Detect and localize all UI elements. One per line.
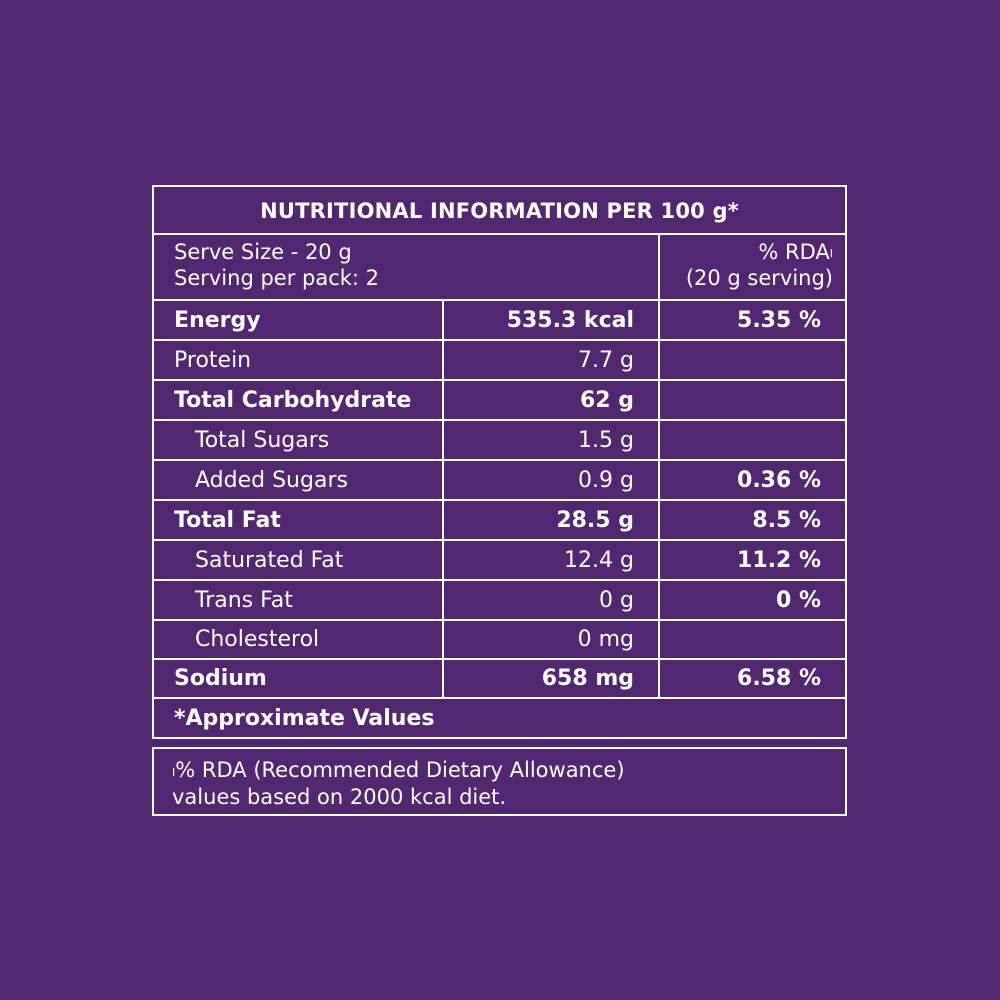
rda-header-label: % RDA [758, 240, 830, 264]
nutrient-name: Total Sugars [195, 427, 330, 453]
header-divider [658, 233, 660, 299]
nutrient-rda: 0 % [775, 587, 821, 613]
table-row-trans-fat [154, 581, 845, 621]
table-row-total-fat [154, 501, 845, 541]
column-divider-value [442, 301, 444, 699]
nutrient-name: Protein [174, 347, 252, 373]
nutrient-value: 658 mg [541, 666, 634, 691]
nutrient-rda: 0.36 % [737, 467, 821, 493]
table-row-cholesterol [154, 621, 845, 660]
footnote-mark: I [172, 766, 176, 779]
table-header-row [154, 233, 845, 301]
table-row-added-sugars [154, 461, 845, 501]
nutrient-name: Trans Fat [195, 587, 293, 613]
approximate-values-note: *Approximate Values [174, 705, 435, 731]
serving-per-pack: Serving per pack: 2 [174, 266, 380, 290]
table-row-saturated-fat [154, 541, 845, 581]
nutrient-name: Total Carbohydrate [174, 387, 412, 413]
footnote-line-1: % RDA (Recommended Dietary Allowance) [175, 758, 625, 782]
nutrient-value: 0 g [599, 587, 634, 613]
nutrient-rda [660, 381, 821, 419]
rda-footnote [152, 747, 847, 816]
nutrient-value: 62 g [579, 387, 634, 413]
table-row-energy [154, 301, 845, 341]
nutrition-table [152, 185, 847, 739]
nutrient-rda [660, 621, 821, 658]
footnote-line-2: values based on 2000 kcal diet. [172, 785, 507, 809]
column-divider-rda [658, 301, 660, 699]
serving-info [174, 239, 379, 291]
nutrient-rda: 8.5 % [752, 507, 821, 533]
rda-header-mark: I [829, 247, 833, 260]
nutrient-rda: 5.35 % [737, 307, 821, 333]
nutrient-rda [660, 421, 821, 459]
nutrient-value: 12.4 g [564, 547, 634, 573]
nutrient-value: 0 mg [577, 627, 634, 652]
table-row-sodium [154, 660, 845, 699]
table-row-total-carbohydrate [154, 381, 845, 421]
table-row-protein [154, 341, 845, 381]
nutrient-value: 7.7 g [578, 347, 634, 373]
nutrient-rda: 6.58 % [737, 666, 821, 691]
nutrient-value: 28.5 g [556, 507, 634, 533]
rda-header-serving: (20 g serving) [685, 266, 833, 290]
serve-size: Serve Size - 20 g [174, 240, 352, 264]
nutrient-name: Total Fat [174, 507, 281, 533]
nutrient-rda [660, 341, 821, 379]
table-title: NUTRITIONAL INFORMATION PER 100 g* [154, 187, 845, 235]
table-row-total-sugars [154, 421, 845, 461]
nutrient-value: 0.9 g [578, 467, 634, 493]
nutrient-name: Cholesterol [195, 627, 320, 652]
nutrient-name: Energy [174, 307, 261, 333]
nutrient-value: 535.3 kcal [506, 307, 634, 333]
nutrient-name: Sodium [174, 666, 267, 691]
nutrient-name: Added Sugars [195, 467, 348, 493]
nutrient-value: 1.5 g [578, 427, 634, 453]
rda-header [686, 239, 833, 291]
nutrient-rda: 11.2 % [737, 547, 821, 573]
nutrient-name: Saturated Fat [195, 547, 344, 573]
